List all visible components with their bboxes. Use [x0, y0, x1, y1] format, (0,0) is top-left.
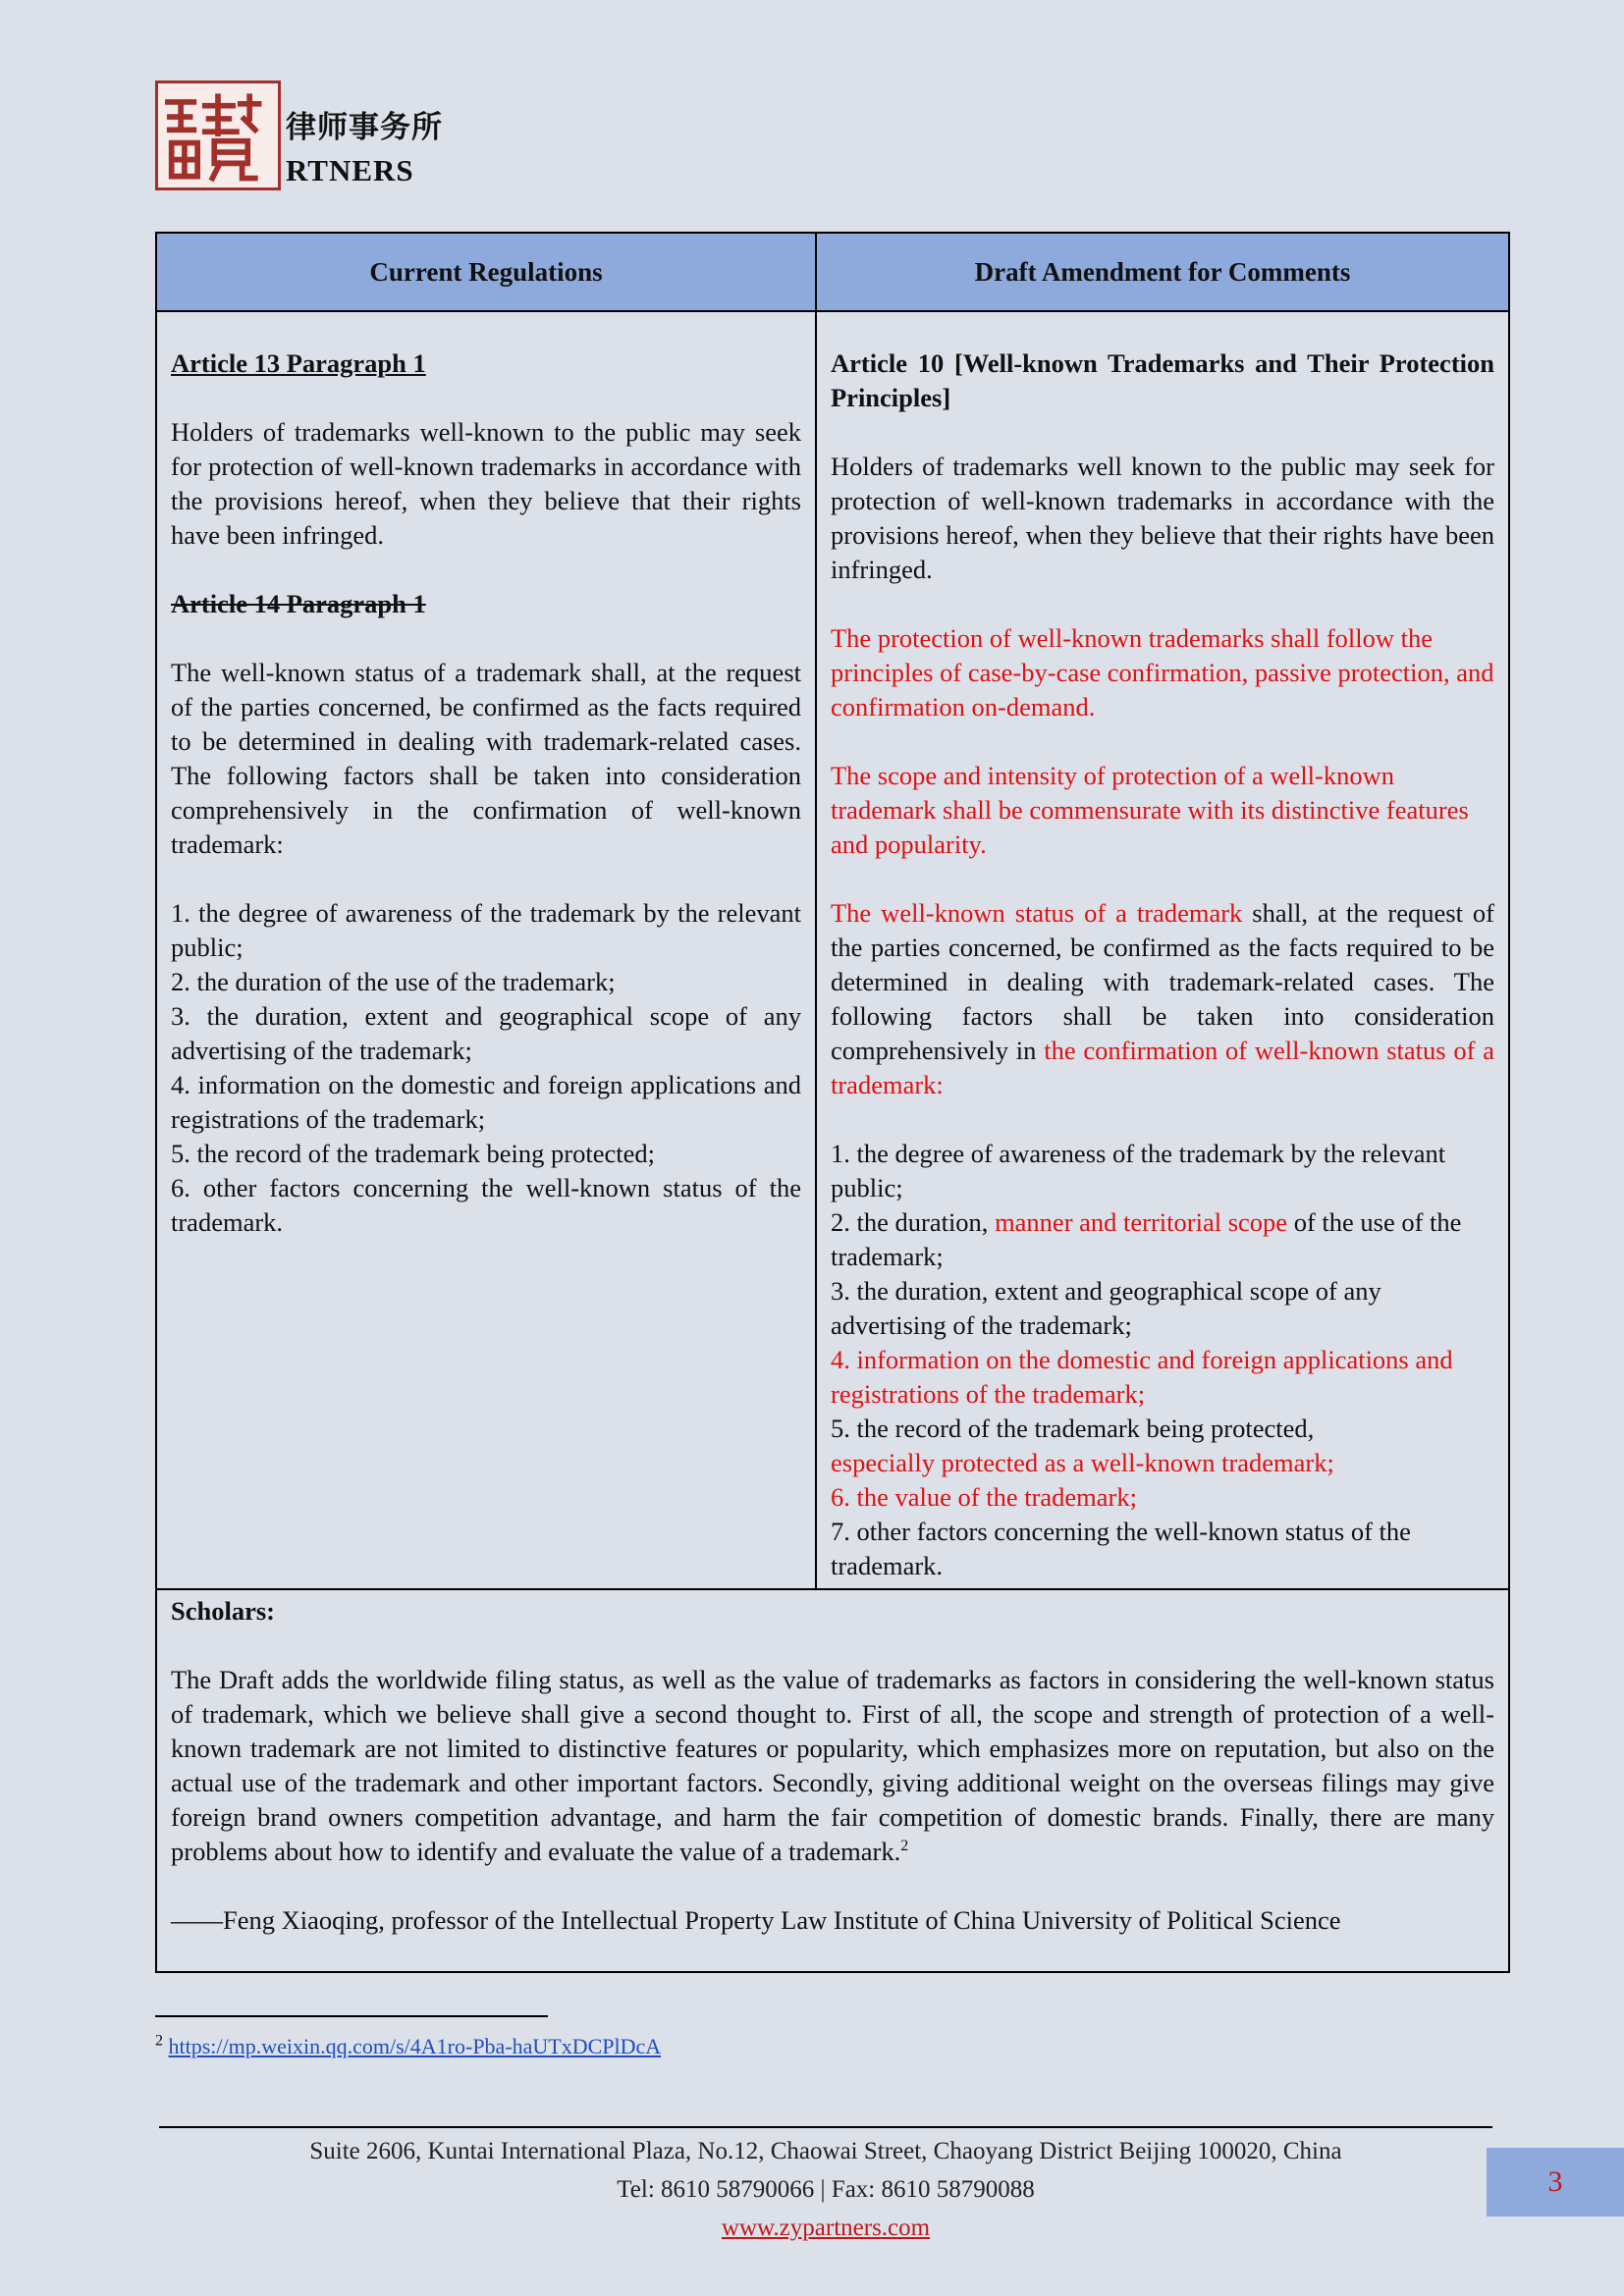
article-14-body: The well-known status of a trademark shall, at the request of the parties concerned, be confirmed as the facts required to be determined in dealing with trademark-related cases. The following factors shall be taken into consideration comprehensively in the confirmation of well-known trademark: [171, 658, 801, 859]
draft-paragraph-3: The scope and intensity of protection of a well-known trademark shall be commensurate with its distinctive features and popularity. [831, 761, 1469, 859]
scholars-attribution: ——Feng Xiaoqing, professor of the Intellectual Property Law Institute of China University of Political Science [171, 1905, 1341, 1935]
article-13-body: Holders of trademarks well-known to the public may seek for protection of well-known trademarks in accordance with the provisions hereof, when they believe that their rights have been infringed. [171, 417, 801, 550]
amended-text: The well-known status of a trademark [831, 898, 1243, 928]
article-10-title: Article 10 [Well-known Trademarks and Their Protection Principles] [831, 348, 1494, 412]
draft-text: of the use of the trademark; [831, 1207, 1462, 1271]
list-item: 1. the degree of awareness of the trademark by the relevant public; [171, 898, 801, 962]
scholars-body-text: The Draft adds the worldwide filing status, as well as the value of trademarks as factors in considering the well-known status of trademark, which we believe shall give a second thought to. First of all, the scope and strength of protection of a well-known trademark are not limited to distinctive features or popularity, which emphasizes more on reputation, but also on the actual use of the trademark and other important factors. Secondly, giving additional weight on the overseas filings may give foreign brand owners competition advantage, and harm the fair competition of domestic brands. Finally, there are many problems about how to identify and evaluate the value of a trademark. [171, 1665, 1494, 1866]
footer-website-link[interactable]: www.zypartners.com [721, 2215, 931, 2241]
draft-text: 2. the duration, [831, 1207, 996, 1237]
draft-paragraph-4 [831, 896, 1494, 1102]
footnote-reference[interactable]: 2 [900, 1838, 909, 1855]
draft-text: shall, at the request of the parties concerned, be confirmed as the facts required to be determined in dealing with trademark-related cases. The following factors shall be taken into consideration comprehensively in [831, 898, 1494, 1065]
list-item: 4. information on the domestic and foreign applications and registrations of the trademark; [831, 1345, 1453, 1409]
scholars-title: Scholars: [171, 1596, 275, 1626]
article-14-title: Article 14 Paragraph 1 [171, 589, 426, 618]
list-item: 1. the degree of awareness of the trademark by the relevant public; [831, 1139, 1446, 1202]
amended-text: the confirmation of well-known status of a trademark: [831, 1036, 1494, 1099]
list-item: 3. the duration, extent and geographical scope of any advertising of the trademark; [831, 1276, 1381, 1340]
article-13-title: Article 13 Paragraph 1 [171, 348, 426, 378]
page-number: 3 [1487, 2148, 1624, 2216]
footnote-divider [155, 2015, 548, 2017]
list-item: especially protected as a well-known trademark; [831, 1448, 1334, 1477]
current-regulations-header: Current Regulations [156, 233, 816, 311]
list-item: 3. the duration, extent and geographical scope of any advertising of the trademark; [171, 1001, 801, 1065]
draft-amendment-header: Draft Amendment for Comments [816, 233, 1509, 311]
draft-amendment-column [816, 311, 1509, 1589]
comparison-table [155, 232, 1510, 1973]
logo-english-name: RTNERS [286, 153, 414, 187]
footnote-number: 2 [155, 2032, 163, 2050]
list-item: 4. information on the domestic and foreign applications and registrations of the trademark; [171, 1070, 801, 1134]
current-regulations-column [156, 311, 816, 1589]
footer-contact: Tel: 8610 58790066 | Fax: 8610 58790088 [617, 2176, 1035, 2203]
list-item: 7. other factors concerning the well-known status of the trademark. [831, 1517, 1411, 1580]
page-footer [159, 2132, 1492, 2247]
footer-address: Suite 2606, Kuntai International Plaza, No.12, Chaowai Street, Chaoyang District Beijing 100020, China [309, 2138, 1342, 2164]
scholars-body [171, 1663, 1494, 1869]
list-item [831, 1205, 1494, 1274]
list-item: 2. the duration of the use of the trademark; [171, 967, 616, 996]
firm-logo [155, 80, 489, 193]
draft-paragraph-2: The protection of well-known trademarks shall follow the principles of case-by-case confirmation, passive protection, and confirmation on-demand. [831, 623, 1494, 721]
scholars-section [156, 1589, 1509, 1972]
footer-divider [159, 2126, 1492, 2128]
list-item: 5. the record of the trademark being protected, [831, 1414, 1315, 1443]
amended-text: manner and territorial scope [995, 1207, 1288, 1237]
draft-paragraph-1: Holders of trademarks well known to the public may seek for protection of well-known trademarks in accordance with the provisions hereof, when they believe that their rights have been infringed. [831, 452, 1494, 584]
logo-chinese-name: 律师事务所 [286, 110, 443, 145]
list-item: 6. other factors concerning the well-known status of the trademark. [171, 1173, 801, 1237]
list-item: 5. the record of the trademark being protected; [171, 1139, 655, 1168]
footnote [155, 2034, 661, 2059]
footnote-link[interactable]: https://mp.weixin.qq.com/s/4A1ro-Pba-haUTxDCPlDcA [168, 2034, 662, 2058]
list-item: 6. the value of the trademark; [831, 1482, 1137, 1512]
seal-logo-icon [155, 80, 281, 190]
